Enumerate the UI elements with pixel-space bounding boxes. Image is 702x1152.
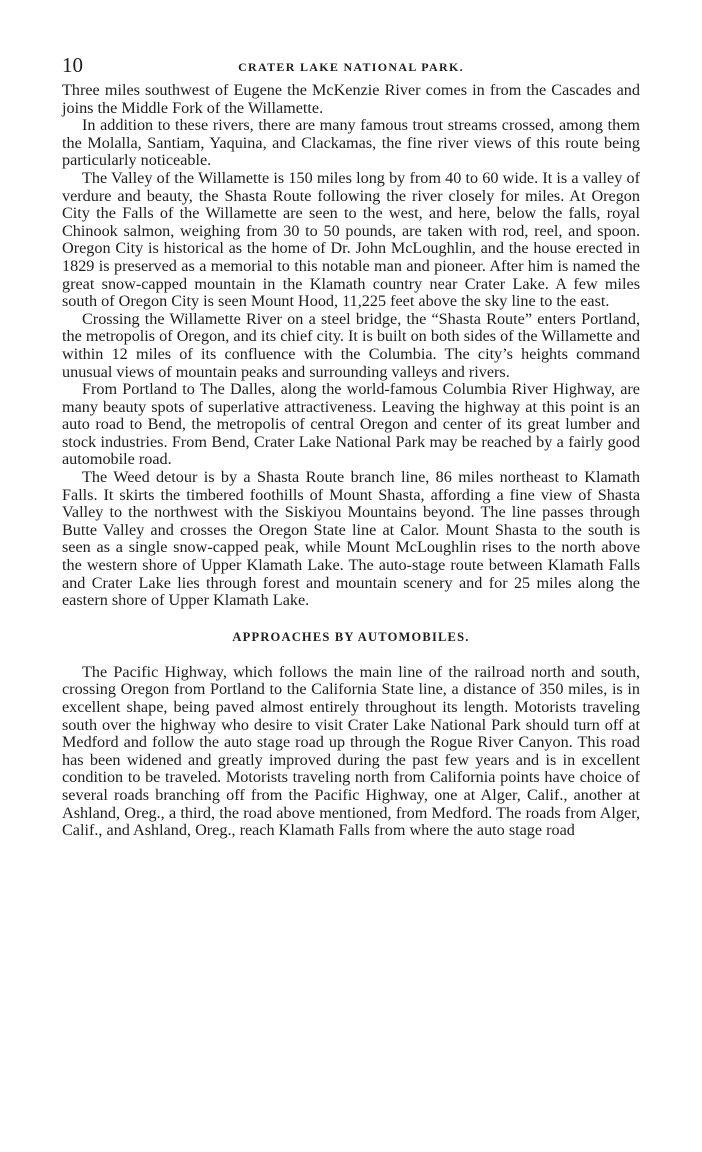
running-head: CRATER LAKE NATIONAL PARK.: [238, 60, 464, 74]
paragraph: Crossing the Willamette River on a steel bridge, the “Shasta Route” enters Portland, the metropolis of Oregon, and its chief city. It is built on both sides of the Willamette and within 12 miles of its confluence with the Columbia. The city’s heights command unusual views of mountain peaks and surrounding valleys and rivers.: [62, 309, 640, 381]
paragraph: Three miles southwest of Eugene the McKenzie River comes in from the Cascades and joins the Middle Fork of the Willamette.: [62, 81, 640, 117]
paragraph: The Pacific Highway, which follows the main line of the railroad north and south, crossing Oregon from Portland to the California State line, a distance of 350 miles, is in excellent shape, being paved almost entirely throughout its length. Motorists traveling south over the highway who desire to visit Crater Lake National Park should turn off at Medford and follow the auto stage road up through the Rogue River Canyon. This road has been widened and greatly improved during the past few years and is in excellent condition to be traveled. Motorists traveling north from California points have choice of several roads branching off from the Pacific Highway, one at Alger, Calif., another at Ashland, Oreg., a third, the road above mentioned, from Medford. The roads from Alger, Calif., and Ashland, Oreg., reach Klamath Falls from where the auto stage road: [62, 662, 640, 840]
body-text: [62, 82, 640, 840]
book-page: [62, 52, 640, 840]
paragraph: The Weed detour is by a Shasta Route branch line, 86 miles northeast to Klamath Falls. It skirts the timbered foothills of Mount Shasta, affording a fine view of Shasta Valley to the northwest with the Siskiyou Mountains beyond. The line passes through Butte Valley and crosses the Oregon State line at Calor. Mount Shasta to the south is seen as a single snow-capped peak, while Mount McLoughlin rises to the north above the western shore of Upper Klamath Lake. The auto-stage route between Klamath Falls and Crater Lake lies through forest and mountain scenery and for 25 miles along the eastern shore of Upper Klamath Lake.: [62, 468, 640, 610]
paragraph: In addition to these rivers, there are many famous trout streams crossed, among them the Molalla, Santiam, Yaquina, and Clackamas, the fine river views of this route being particularly noticeable.: [62, 116, 640, 170]
section-heading: APPROACHES BY AUTOMOBILES.: [232, 629, 470, 644]
paragraph: The Valley of the Willamette is 150 miles long by from 40 to 60 wide. It is a valley of verdure and beauty, the Shasta Route following the river closely for miles. At Oregon City the Falls of the Willamette are seen to the west, and here, below the falls, royal Chinook salmon, weighing from 30 to 50 pounds, are taken with rod, reel, and spoon. Oregon City is historical as the home of Dr. John McLoughlin, and the house erected in 1829 is preserved as a memorial to this notable man and pioneer. After him is named the great snow-capped mountain in the Klamath country near Crater Lake. A few miles south of Oregon City is seen Mount Hood, 11,225 feet above the sky line to the east.: [62, 168, 640, 311]
paragraph: From Portland to The Dalles, along the world-famous Columbia River Highway, are many beauty spots of superlative attractiveness. Leaving the highway at this point is an auto road to Bend, the metropolis of central Oregon and center of its great lumber and stock industries. From Bend, Crater Lake National Park may be reached by a fairly good automobile road.: [62, 380, 640, 469]
page-number: 10: [62, 53, 83, 77]
page-header: [62, 52, 640, 82]
